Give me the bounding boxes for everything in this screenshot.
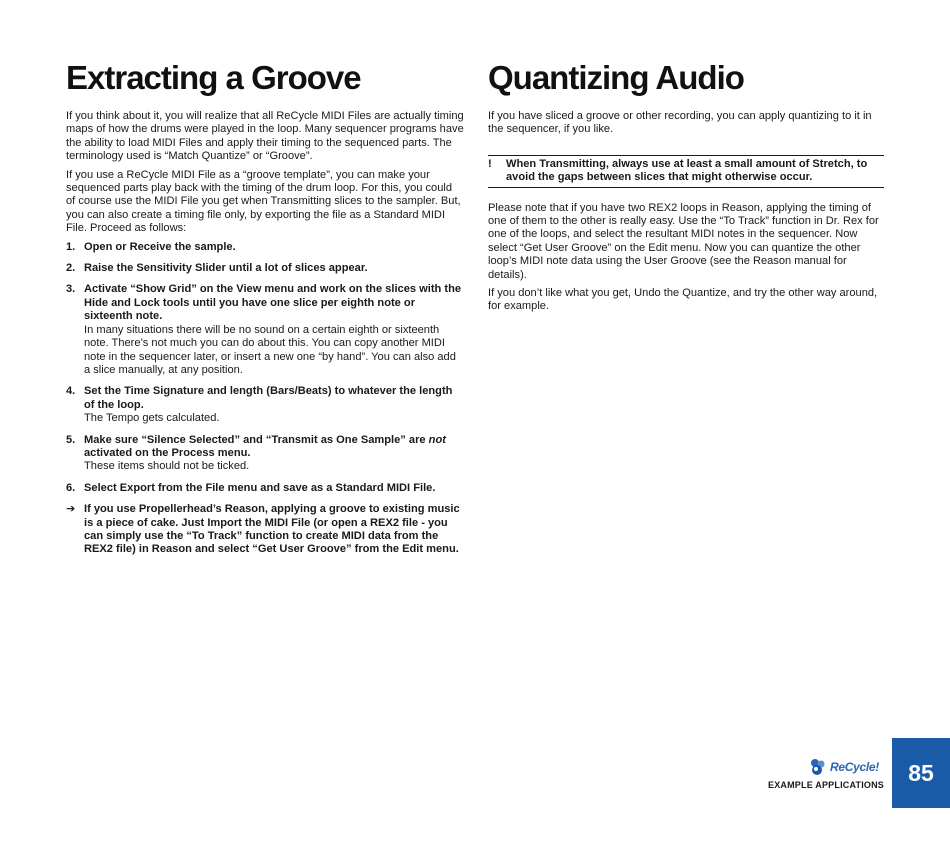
step-item bbox=[66, 385, 464, 425]
intro-paragraph-2: If you use a ReCycle MIDI File as a “groove template”, you can make your sequenced parts play back with the timing of the drum loop. For this, you could of course use the MIDI File you get when Transmitting slices to the sampler. But, you can also create a timing file only, by exporting the file as a Standard MIDI File. Proceed as follows: bbox=[66, 168, 461, 235]
page-number: 85 bbox=[908, 759, 934, 786]
step-item bbox=[66, 283, 464, 377]
step-note: In many situations there will be no sound on a certain eighth or sixteenth note. There’s not much you can do about this. You can copy another MIDI note in the sequencer later, or insert a new one “by hand”. You can also add a slice manually, at any position. bbox=[84, 323, 456, 376]
step-title: Set the Time Signature and length (Bars/Beats) to whatever the length of the loop. bbox=[84, 385, 453, 411]
step-item bbox=[66, 434, 464, 474]
section-title-quantizing: Quantizing Audio bbox=[488, 59, 744, 96]
step-number: 5. bbox=[66, 433, 76, 446]
page-number-box bbox=[892, 738, 950, 808]
step-number: 3. bbox=[66, 283, 76, 296]
exclamation-icon: ! bbox=[488, 157, 492, 170]
step-title-emphasis: not bbox=[428, 433, 446, 446]
right-column bbox=[488, 58, 884, 319]
step-title: Raise the Sensitivity Slider until a lot of slices appear. bbox=[84, 262, 368, 275]
recycle-logo bbox=[808, 756, 879, 778]
step-title: Select Export from the File menu and save as a Standard MIDI File. bbox=[84, 481, 436, 494]
step-title-part: activated on the Process menu. bbox=[84, 446, 251, 459]
section-title-extracting: Extracting a Groove bbox=[66, 59, 361, 96]
tip-text: If you use Propellerhead’s Reason, applying a groove to existing music is a piece of cake. Just Import the MIDI File (or open a REX2 file - you can simply use the “To Track” function to create MIDI data from the REX2 file) in Reason and select “Get User Groove” from the Edit menu. bbox=[84, 503, 460, 556]
tip-item bbox=[66, 503, 464, 557]
quantize-intro: If you have sliced a groove or other recording, you can apply quantizing to it in the sequencer, if you like. bbox=[488, 110, 872, 136]
step-note: The Tempo gets calculated. bbox=[84, 412, 220, 425]
warning-text: When Transmitting, always use at least a small amount of Stretch, to avoid the gaps between slices that might otherwise occur. bbox=[506, 157, 868, 184]
step-title-part: Make sure “Silence Selected” and “Transmit as One Sample” are bbox=[84, 433, 429, 446]
intro-paragraph-1: If you think about it, you will realize that all ReCycle MIDI Files are actually timing maps of how the drums were played in the loop. Many sequencer programs have the ability to load MIDI Files and apply their timing to the sequenced parts. The terminology used is “Match Quantize” or “Groove”. bbox=[66, 110, 464, 163]
quantize-paragraph-1: Please note that if you have two REX2 loops in Reason, applying the timing of one of them to the other is really easy. Use the “To Track” function in Dr. Rex for one of the loops, and select the resultant MIDI notes in the sequencer. Now select “Get User Groove” on the Edit menu. Now you can quantize the other loop’s MIDI note data using the User Groove (see the Reason manual for details). bbox=[488, 201, 879, 281]
left-column bbox=[66, 58, 464, 565]
quantize-paragraph-2: If you don’t like what you get, Undo the Quantize, and try the other way around, for example. bbox=[488, 287, 878, 313]
steps-list bbox=[66, 241, 464, 557]
step-title: Activate “Show Grid” on the View menu and work on the slices with the Hide and Lock tools until you have one slice per eighth note or sixteenth note. bbox=[84, 283, 462, 323]
section-footer-label: EXAMPLE APPLICATIONS bbox=[768, 780, 885, 790]
step-number: 4. bbox=[66, 385, 76, 398]
step-number: 2. bbox=[66, 262, 76, 275]
step-title bbox=[84, 434, 464, 461]
recycle-logo-icon bbox=[808, 757, 828, 777]
step-item bbox=[66, 482, 464, 495]
step-item bbox=[66, 262, 464, 275]
arrow-icon: ➔ bbox=[66, 503, 76, 516]
step-number: 1. bbox=[66, 240, 76, 253]
step-title: Open or Receive the sample. bbox=[84, 240, 236, 253]
step-note: These items should not be ticked. bbox=[84, 460, 250, 473]
step-item bbox=[66, 241, 464, 254]
logo-text: ReCycle! bbox=[830, 760, 879, 774]
warning-note bbox=[488, 155, 884, 188]
step-number: 6. bbox=[66, 481, 76, 494]
